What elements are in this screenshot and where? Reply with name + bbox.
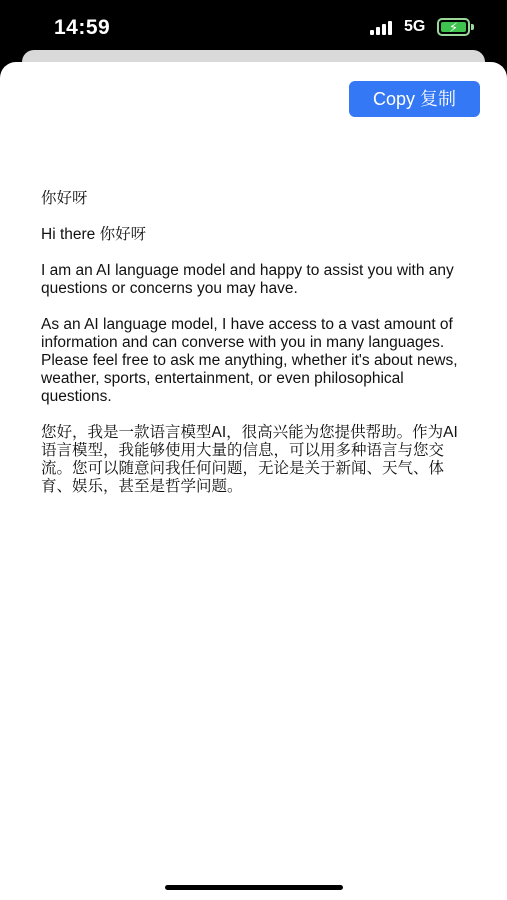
paragraph-details-cn: 您好，我是一款语言模型AI，很高兴能为您提供帮助。作为AI语言模型，我能够使用大量的信息，可以用多种语言与您交流。您可以随意问我任何问题，无论是关于新闻、天气、体育、娱乐，甚至是哲学问题。	[41, 424, 458, 495]
network-type: 5G	[404, 18, 426, 35]
message-content	[41, 190, 461, 514]
battery-charging-icon: ⚡	[437, 18, 470, 36]
paragraph-greeting-bilingual: Hi there 你好呀	[41, 226, 147, 243]
paragraph-greeting-cn: 你好呀	[41, 190, 88, 207]
paragraph-details-en: As an AI language model, I have access to a vast amount of information and can converse with you in many languages. Please feel free to ask me anything, whether it's about news, weather, sports, entertainment, or even philosophical questions.	[41, 316, 458, 405]
modal-sheet	[0, 62, 507, 900]
status-time: 14:59	[54, 16, 111, 39]
signal-icon	[370, 21, 396, 35]
copy-button[interactable]: Copy 复制	[349, 81, 480, 117]
status-bar	[0, 0, 507, 56]
paragraph-intro-en: I am an AI language model and happy to assist you with any questions or concerns you may have.	[41, 262, 454, 297]
home-indicator	[165, 885, 343, 890]
